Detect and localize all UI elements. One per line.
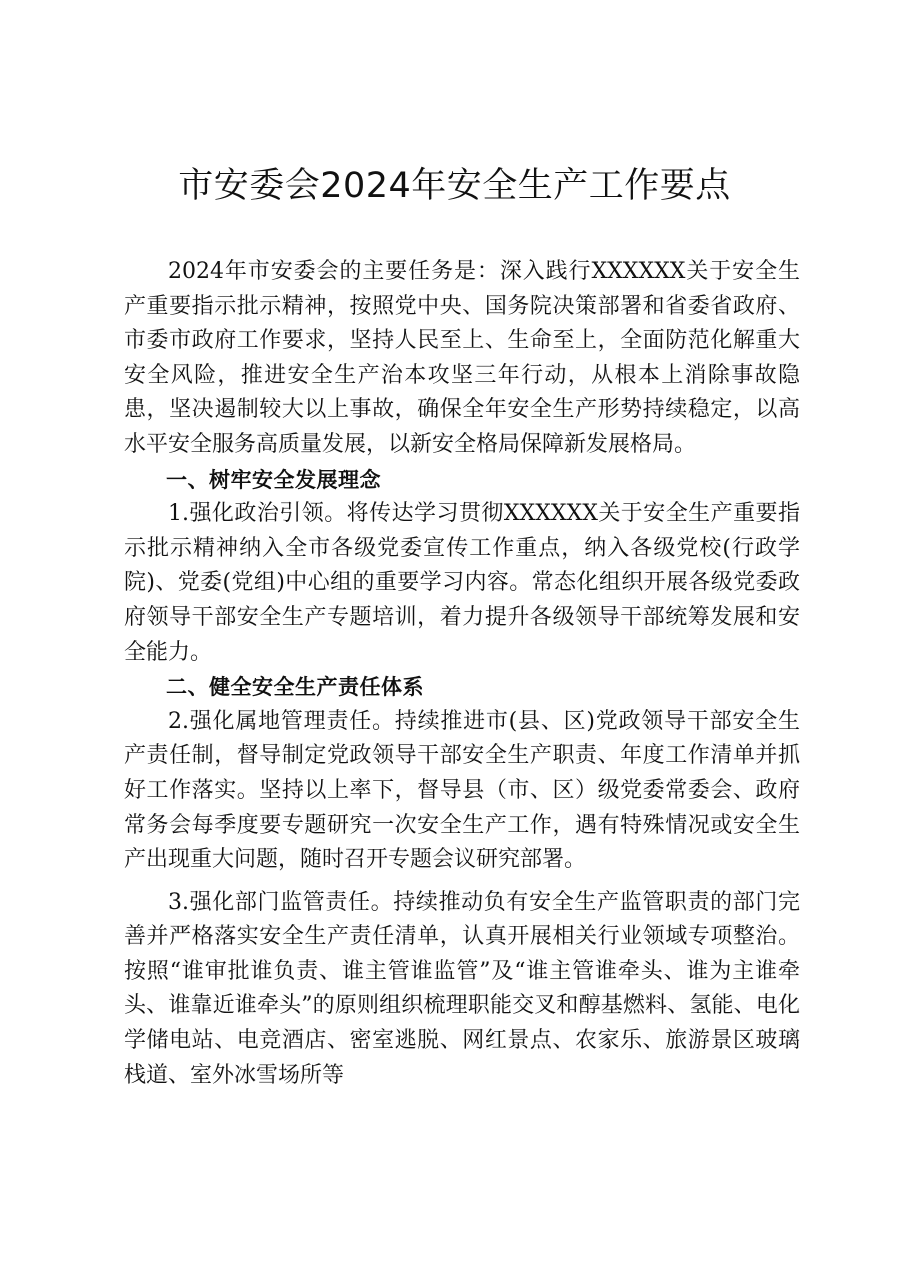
section-1-item-1: 1.强化政治引领。将传达学习贯彻XXXXXX关于安全生产重要指示批示精神纳入全市各级党委宣传工作重点，纳入各级党校(行政学院)、党委(党组)中心组的重要学习内容。常态化组织开展各级党委政府领导干部安全生产专题培训，着力提升各级领导干部统筹发展和安全能力。: [124, 501, 800, 665]
document-body: [124, 255, 800, 1093]
section-heading-2: 二、健全安全生产责任体系: [166, 675, 424, 700]
section-2-item-1: 2.强化属地管理责任。持续推进市(县、区)党政领导干部安全生产责任制，督导制定党政领导干部安全生产职责、年度工作清单并抓好工作落实。坚持以上率下，督导县（市、区）级党委常委会、政府常务会每季度要专题研究一次安全生产工作，遇有特殊情况或安全生产出现重大问题，随时召开专题会议研究部署。: [124, 708, 800, 873]
document-title: 市安委会2024年安全生产工作要点: [178, 166, 731, 206]
section-heading-1: 一、树牢安全发展理念: [166, 467, 381, 492]
intro-paragraph: 2024年市安委会的主要任务是：深入践行XXXXXX关于安全生产重要指示批示精神，按照党中央、国务院决策部署和省委省政府、市委市政府工作要求，坚持人民至上、生命至上，全面防范化解重大安全风险，推进安全生产治本攻坚三年行动，从根本上消除事故隐患，坚决遏制较大以上事故，确保全年安全生产形势持续稳定，以高水平安全服务高质量发展，以新安全格局保障新发展格局。: [124, 259, 800, 457]
section-2-item-2: 3.强化部门监管责任。持续推动负有安全生产监管职责的部门完善并严格落实安全生产责任清单，认真开展相关行业领域专项整治。按照“谁审批谁负责、谁主管谁监管”及“谁主管谁牵头、谁为主谁牵头、谁靠近谁牵头”的原则组织梳理职能交叉和醇基燃料、氢能、电化学储电站、电竞酒店、密室逃脱、网红景点、农家乐、旅游景区玻璃栈道、室外冰雪场所等: [124, 889, 800, 1088]
